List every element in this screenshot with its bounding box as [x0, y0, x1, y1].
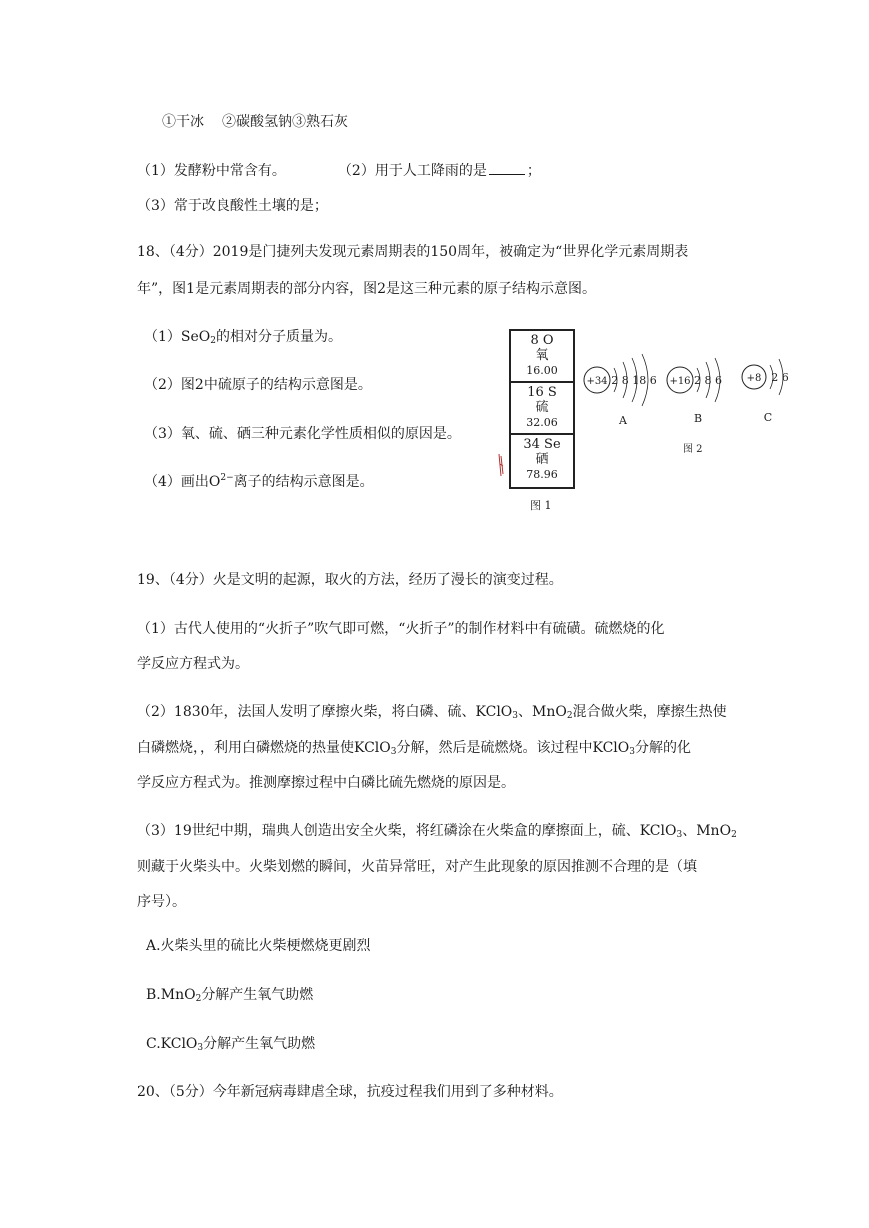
figure-2-caption: 图 2	[683, 444, 703, 455]
atom-diagram-a	[584, 354, 657, 427]
q17-part-2: （2）用于人工降雨的是 ；	[337, 163, 541, 179]
q19-part-1-line-1: （1）古代人使用的“火折子”吹气即可燃，“火折子”的制作材料中有硫磺。硫燃烧的化	[137, 621, 665, 637]
q19-part-2-line-2: 白磷燃烧，，利用白磷燃烧的热量使KClO$_3$分解，然后是硫燃烧。该过程中KClO$_3$分解的化	[137, 740, 691, 757]
atom-label: A	[619, 414, 627, 427]
q20-stem: 20、（5分）今年新冠病毒肆虐全球，抗疫过程我们用到了多种材料。	[137, 1084, 563, 1100]
pen-mark	[498, 452, 504, 478]
nucleus-label: +34	[586, 376, 608, 387]
q17-part-1: （1）发酵粉中常含有。	[137, 163, 286, 179]
electron-shells: 2 8 6	[694, 374, 722, 387]
electron-shells: 2 6	[771, 371, 789, 384]
periodic-table-figure	[509, 329, 575, 489]
element-cell-oxygen: 8 O 氧 16.00	[511, 331, 573, 383]
q17-option-2: ②碳酸氢钠③熟石灰	[222, 114, 348, 130]
q17-option-1: ①干冰	[162, 114, 204, 130]
answer-blank	[489, 162, 525, 175]
q19-option-c: C.KClO$_3$分解产生氧气助燃	[146, 1036, 316, 1053]
atom-label: C	[763, 411, 773, 424]
nucleus-label: +8	[746, 373, 762, 384]
q19-part-3-line-3: 序号）。	[137, 894, 186, 910]
q19-part-3-line-2: 则藏于火柴头中。火柴划燃的瞬间，火苗异常旺，对产生此现象的原因推测不合理的是（填	[137, 859, 697, 875]
q19-part-3-line-1: （3）19世纪中期，瑞典人创造出安全火柴，将红磷涂在火柴盒的摩擦面上，硫、KClO$_3$、MnO$_2$	[137, 823, 737, 840]
q17-options	[162, 112, 348, 132]
q18-part-3: （3）氧、硫、硒三种元素化学性质相似的原因是。	[144, 426, 461, 442]
atomic-structure-figure	[578, 344, 808, 455]
q19-stem: 19、（4分）火是文明的起源，取火的方法，经历了漫长的演变过程。	[137, 572, 563, 588]
q18-part-4: （4）画出$O^{2-}$离子的结构示意图是。	[144, 473, 374, 490]
q19-part-2-line-1: （2）1830年，法国人发明了摩擦火柴，将白磷、硫、KClO$_3$、MnO$_2$混合做火柴，摩擦生热使	[137, 704, 727, 721]
q19-part-1-line-2: 学反应方程式为。	[137, 656, 249, 672]
q18-stem-line-1: 18、（4分）2019是门捷列夫发现元素周期表的150周年，被确定为“世界化学元素周期表	[137, 244, 689, 260]
atom-diagram-b	[667, 358, 722, 425]
q18-part-2: （2）图2中硫原子的结构示意图是。	[144, 377, 372, 393]
element-cell-sulfur: 16 S 硫 32.06	[511, 383, 573, 435]
q19-option-a: A.火柴头里的硫比火柴梗燃烧更剧烈	[146, 938, 371, 954]
q19-option-b: B.MnO$_2$分解产生氧气助燃	[146, 987, 314, 1004]
electron-shells: 2 8 18 6	[611, 374, 657, 387]
q18-stem-line-2: 年”，图1是元素周期表的部分内容，图2是这三种元素的原子结构示意图。	[137, 281, 596, 297]
nucleus-label: +16	[669, 376, 691, 387]
q17-part-3: （3）常于改良酸性土壤的是；	[137, 198, 328, 214]
q18-part-1: （1）SeO$_2$的相对分子质量为。	[144, 329, 342, 346]
figure-1-caption: 图 1	[530, 499, 552, 512]
element-cell-selenium: 34 Se 硒 78.96	[523, 437, 561, 481]
q17-part-1-and-2	[137, 161, 541, 181]
atom-diagram-c	[742, 359, 789, 424]
atom-label: B	[693, 412, 703, 425]
q19-part-2-line-3: 学反应方程式为。推测摩擦过程中白磷比硫先燃烧的原因是。	[137, 775, 515, 791]
